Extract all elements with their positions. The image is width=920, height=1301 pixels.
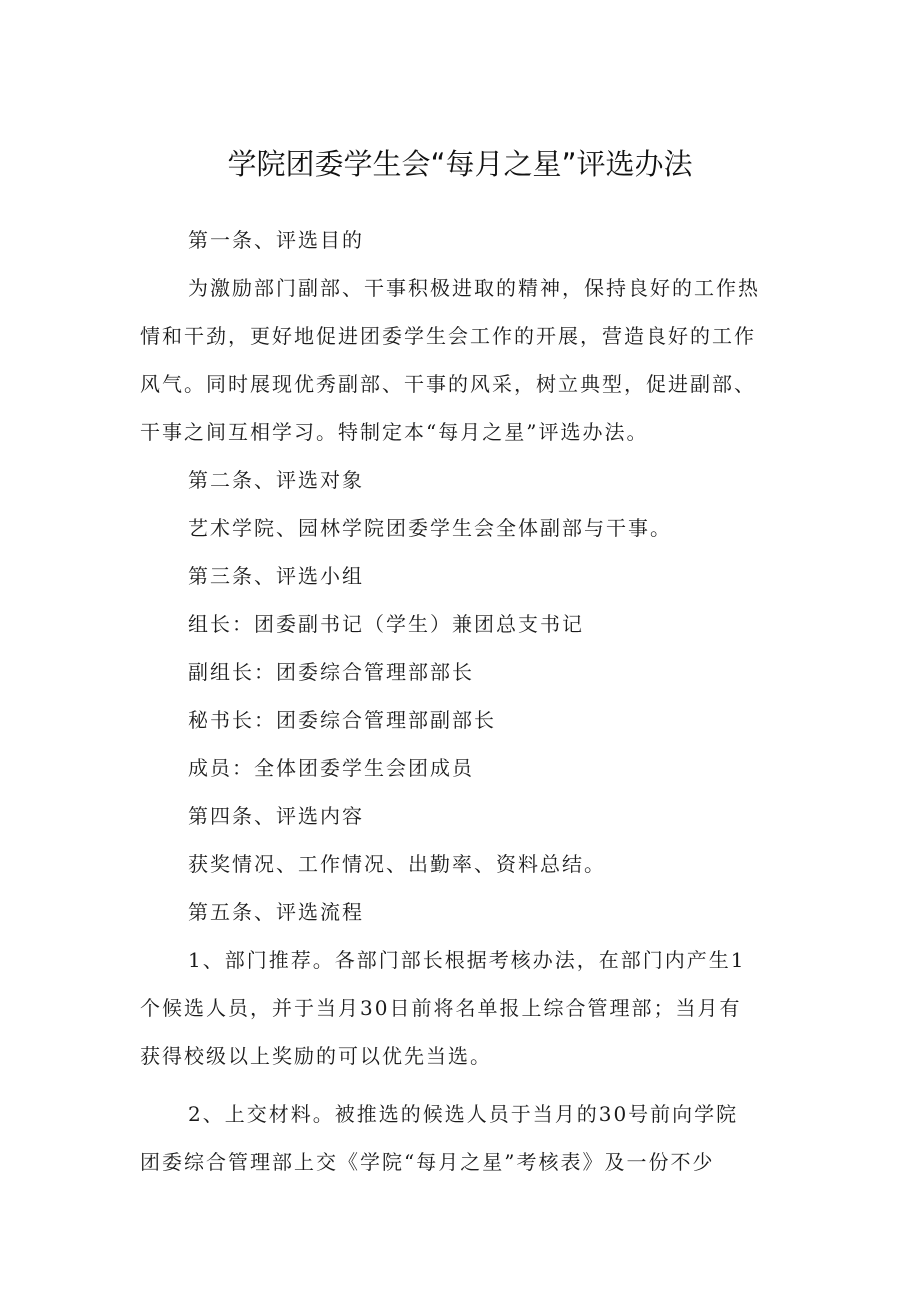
article-3-heading: 第三条、评选小组 — [188, 564, 364, 588]
paragraph-line: 1、部门推荐。各部门部长根据考核办法，在部门内产生1 — [188, 948, 746, 972]
paragraph-line: 个候选人员，并于当月30日前将名单报上综合管理部；当月有 — [140, 996, 742, 1020]
paragraph-line: 副组长：团委综合管理部部长 — [188, 660, 474, 684]
paragraph-line: 团委综合管理部上交《学院“每月之星”考核表》及一份不少 — [140, 1150, 715, 1174]
paragraph-line: 秘书长：团委综合管理部副部长 — [188, 708, 496, 732]
paragraph-line: 组长：团委副书记（学生）兼团总支书记 — [188, 612, 584, 636]
article-2-heading: 第二条、评选对象 — [188, 468, 364, 492]
paragraph-line: 获奖情况、工作情况、出勤率、资料总结。 — [188, 852, 606, 876]
paragraph-line: 为激励部门副部、干事积极进取的精神，保持良好的工作热 — [188, 276, 760, 300]
paragraph-line: 干事之间互相学习。特制定本“每月之星”评选办法。 — [140, 420, 649, 444]
article-4-heading: 第四条、评选内容 — [188, 804, 364, 828]
paragraph-line: 情和干劲，更好地促进团委学生会工作的开展，营造良好的工作 — [140, 324, 756, 348]
paragraph-line: 成员：全体团委学生会团成员 — [188, 756, 474, 780]
article-5-heading: 第五条、评选流程 — [188, 900, 364, 924]
paragraph-line: 艺术学院、园林学院团委学生会全体副部与干事。 — [188, 516, 672, 540]
paragraph-line: 获得校级以上奖励的可以优先当选。 — [140, 1044, 492, 1068]
document-title: 学院团委学生会“每月之星”评选办法 — [227, 147, 693, 181]
document-body — [140, 216, 800, 1186]
article-1-heading: 第一条、评选目的 — [188, 228, 364, 252]
paragraph-line: 风气。同时展现优秀副部、干事的风采，树立典型，促进副部、 — [140, 372, 756, 396]
paragraph-line: 2、上交材料。被推选的候选人员于当月的30号前向学院 — [188, 1102, 739, 1126]
